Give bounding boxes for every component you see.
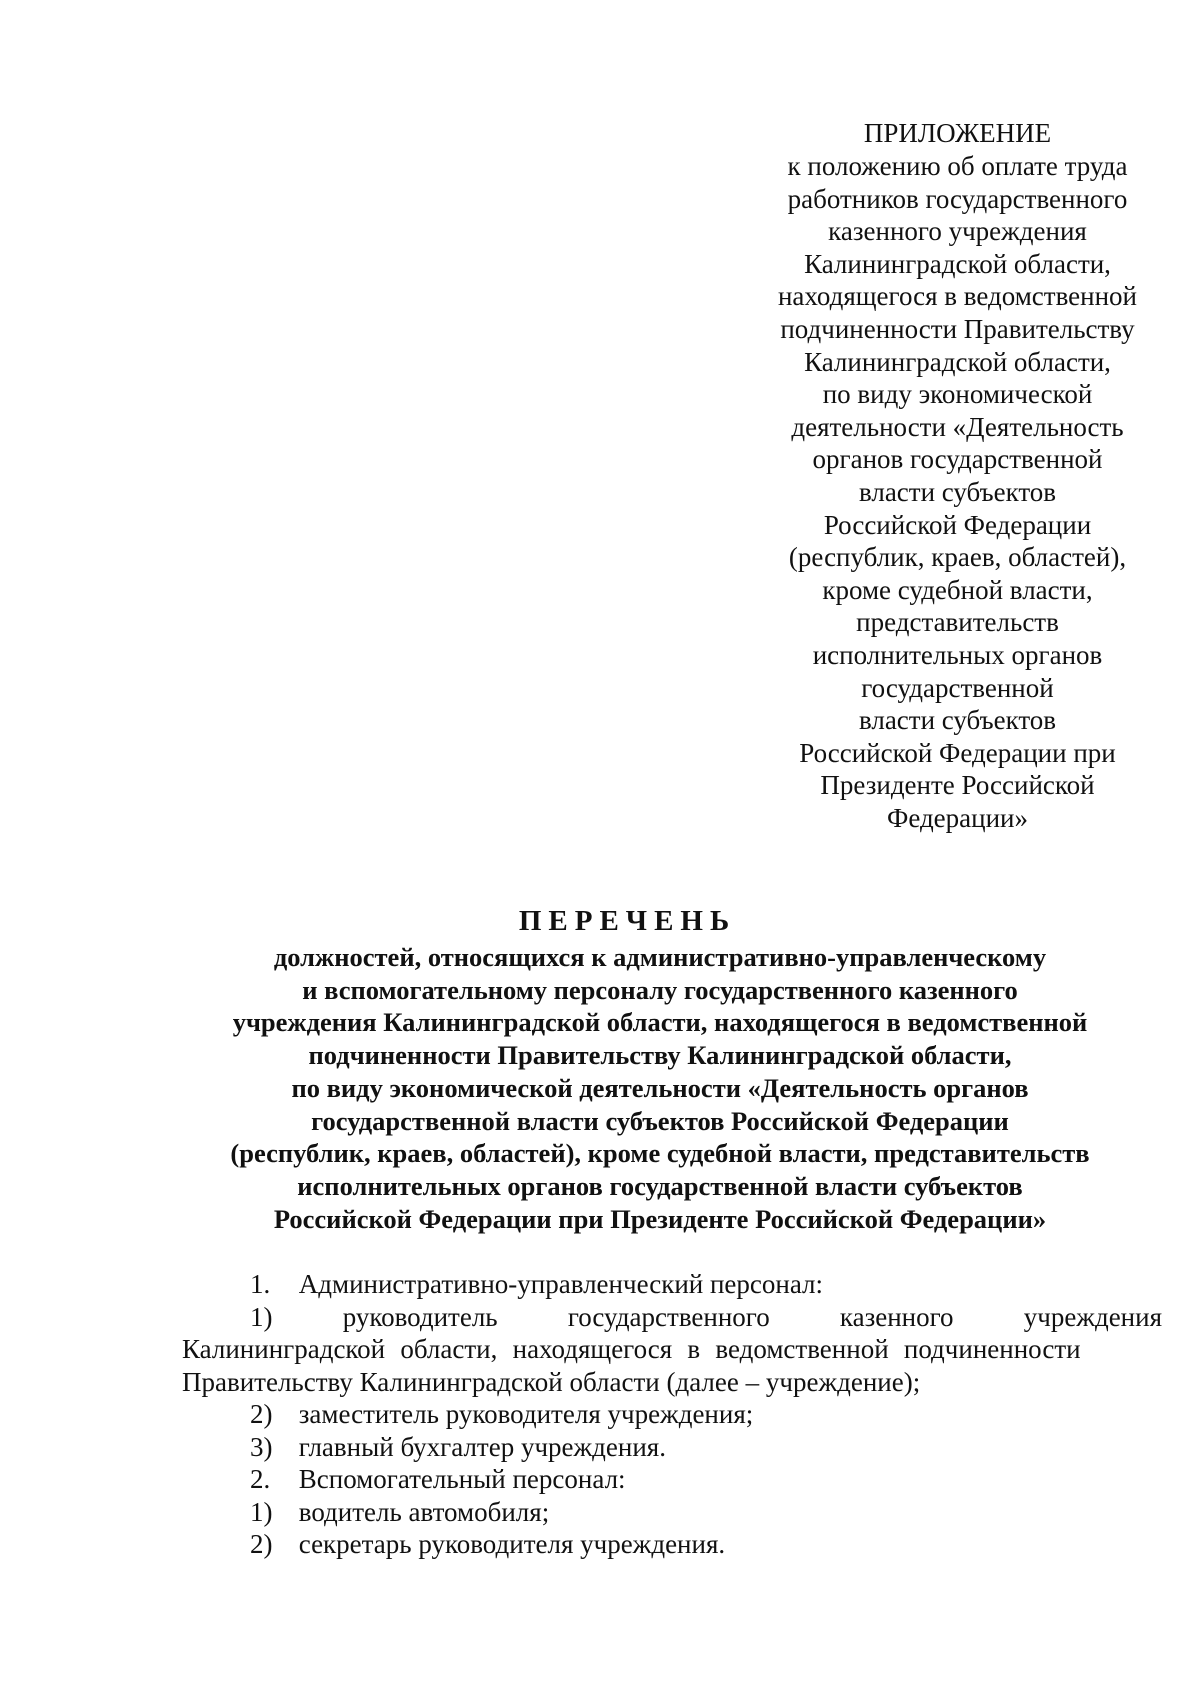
item-number: 1) xyxy=(250,1301,273,1332)
list-item-1-1-line-1 xyxy=(182,1301,1162,1334)
section-number: 2. xyxy=(250,1464,271,1494)
subtitle-line: подчиненности Правительству Калининградской области, xyxy=(308,1040,1012,1071)
appendix-line: Калининградской области, xyxy=(804,346,1111,377)
section-text: Вспомогательный персонал: xyxy=(298,1464,626,1494)
subtitle-line: должностей, относящихся к административно-управленческому xyxy=(273,942,1047,972)
subtitle-line: государственной власти субъектов Российской Федерации xyxy=(311,1105,1009,1136)
section-text: Административно-управленческий персонал: xyxy=(298,1269,824,1299)
appendix-line: органов государственной xyxy=(812,444,1103,475)
appendix-line: представительств xyxy=(856,607,1059,638)
list-item-1-3 xyxy=(182,1431,1162,1464)
list-item-1-2 xyxy=(182,1398,1162,1431)
item-text: главный бухгалтер учреждения. xyxy=(298,1431,666,1462)
subtitle-line: по виду экономической деятельности «Деятельность органов xyxy=(291,1072,1029,1103)
appendix-line: кроме судебной власти, xyxy=(822,574,1093,605)
appendix-line: Российской Федерации при xyxy=(799,737,1116,768)
appendix-line: Российской Федерации xyxy=(823,509,1092,540)
item-text: Калининградской области, находящегося в ведомственной подчиненности xyxy=(182,1334,1081,1364)
list-item-2-1 xyxy=(182,1496,1162,1529)
appendix-line: Президенте Российской xyxy=(820,770,1095,801)
item-number: 3) xyxy=(250,1431,273,1462)
item-text: секретарь руководителя учреждения. xyxy=(298,1529,726,1559)
item-word: руководитель xyxy=(342,1301,498,1332)
section-2 xyxy=(182,1463,1162,1496)
appendix-line: деятельности «Деятельность xyxy=(791,411,1124,442)
appendix-line: работников государственного xyxy=(787,183,1128,214)
list-item-1-1-line-2 xyxy=(182,1333,1162,1366)
appendix-line: Федерации» xyxy=(886,802,1028,833)
positions-list xyxy=(182,1268,1162,1561)
subtitle-line: Российской Федерации при Президенте Российской Федерации» xyxy=(273,1203,1047,1234)
appendix-line: власти субъектов xyxy=(858,705,1057,736)
list-subtitle xyxy=(180,941,1140,1235)
appendix-line: исполнительных органов xyxy=(812,639,1103,670)
subtitle-line: и вспомогательному персоналу государственного казенного xyxy=(302,974,1018,1005)
item-number: 2) xyxy=(250,1399,273,1429)
list-item-2-2 xyxy=(182,1528,1162,1561)
section-1 xyxy=(182,1268,1162,1301)
section-number: 1. xyxy=(250,1269,271,1299)
item-text: Правительству Калининградской области (далее – учреждение); xyxy=(182,1366,921,1397)
appendix-line: подчиненности Правительству xyxy=(780,313,1135,344)
appendix-line: государственной xyxy=(861,672,1054,703)
appendix-header xyxy=(735,116,1180,834)
item-number: 1) xyxy=(250,1496,273,1527)
item-number: 2) xyxy=(250,1529,273,1559)
appendix-line: по виду экономической xyxy=(822,379,1093,410)
item-text: водитель автомобиля; xyxy=(298,1496,550,1527)
subtitle-line: учреждения Калининградской области, находящегося в ведомственной xyxy=(232,1007,1088,1038)
appendix-line: к положению об оплате труда xyxy=(787,151,1128,181)
appendix-line: казенного учреждения xyxy=(828,216,1087,247)
appendix-line: власти субъектов xyxy=(858,476,1057,507)
subtitle-line: исполнительных органов государственной власти субъектов xyxy=(297,1170,1023,1201)
list-item-1-1-line-3 xyxy=(182,1366,1162,1399)
appendix-line: (республик, краев, областей), xyxy=(788,542,1127,573)
item-text: заместитель руководителя учреждения; xyxy=(298,1399,754,1429)
item-word: казенного xyxy=(839,1301,954,1332)
appendix-line: находящегося в ведомственной xyxy=(777,281,1137,312)
appendix-title: ПРИЛОЖЕНИЕ xyxy=(863,118,1052,148)
item-word: учреждения xyxy=(1023,1301,1162,1332)
appendix-line: Калининградской области, xyxy=(804,248,1111,279)
subtitle-line: (республик, краев, областей), кроме судебной власти, представительств xyxy=(230,1138,1090,1169)
item-word: государственного xyxy=(567,1301,770,1332)
list-title: ПЕРЕЧЕНЬ xyxy=(518,905,737,937)
